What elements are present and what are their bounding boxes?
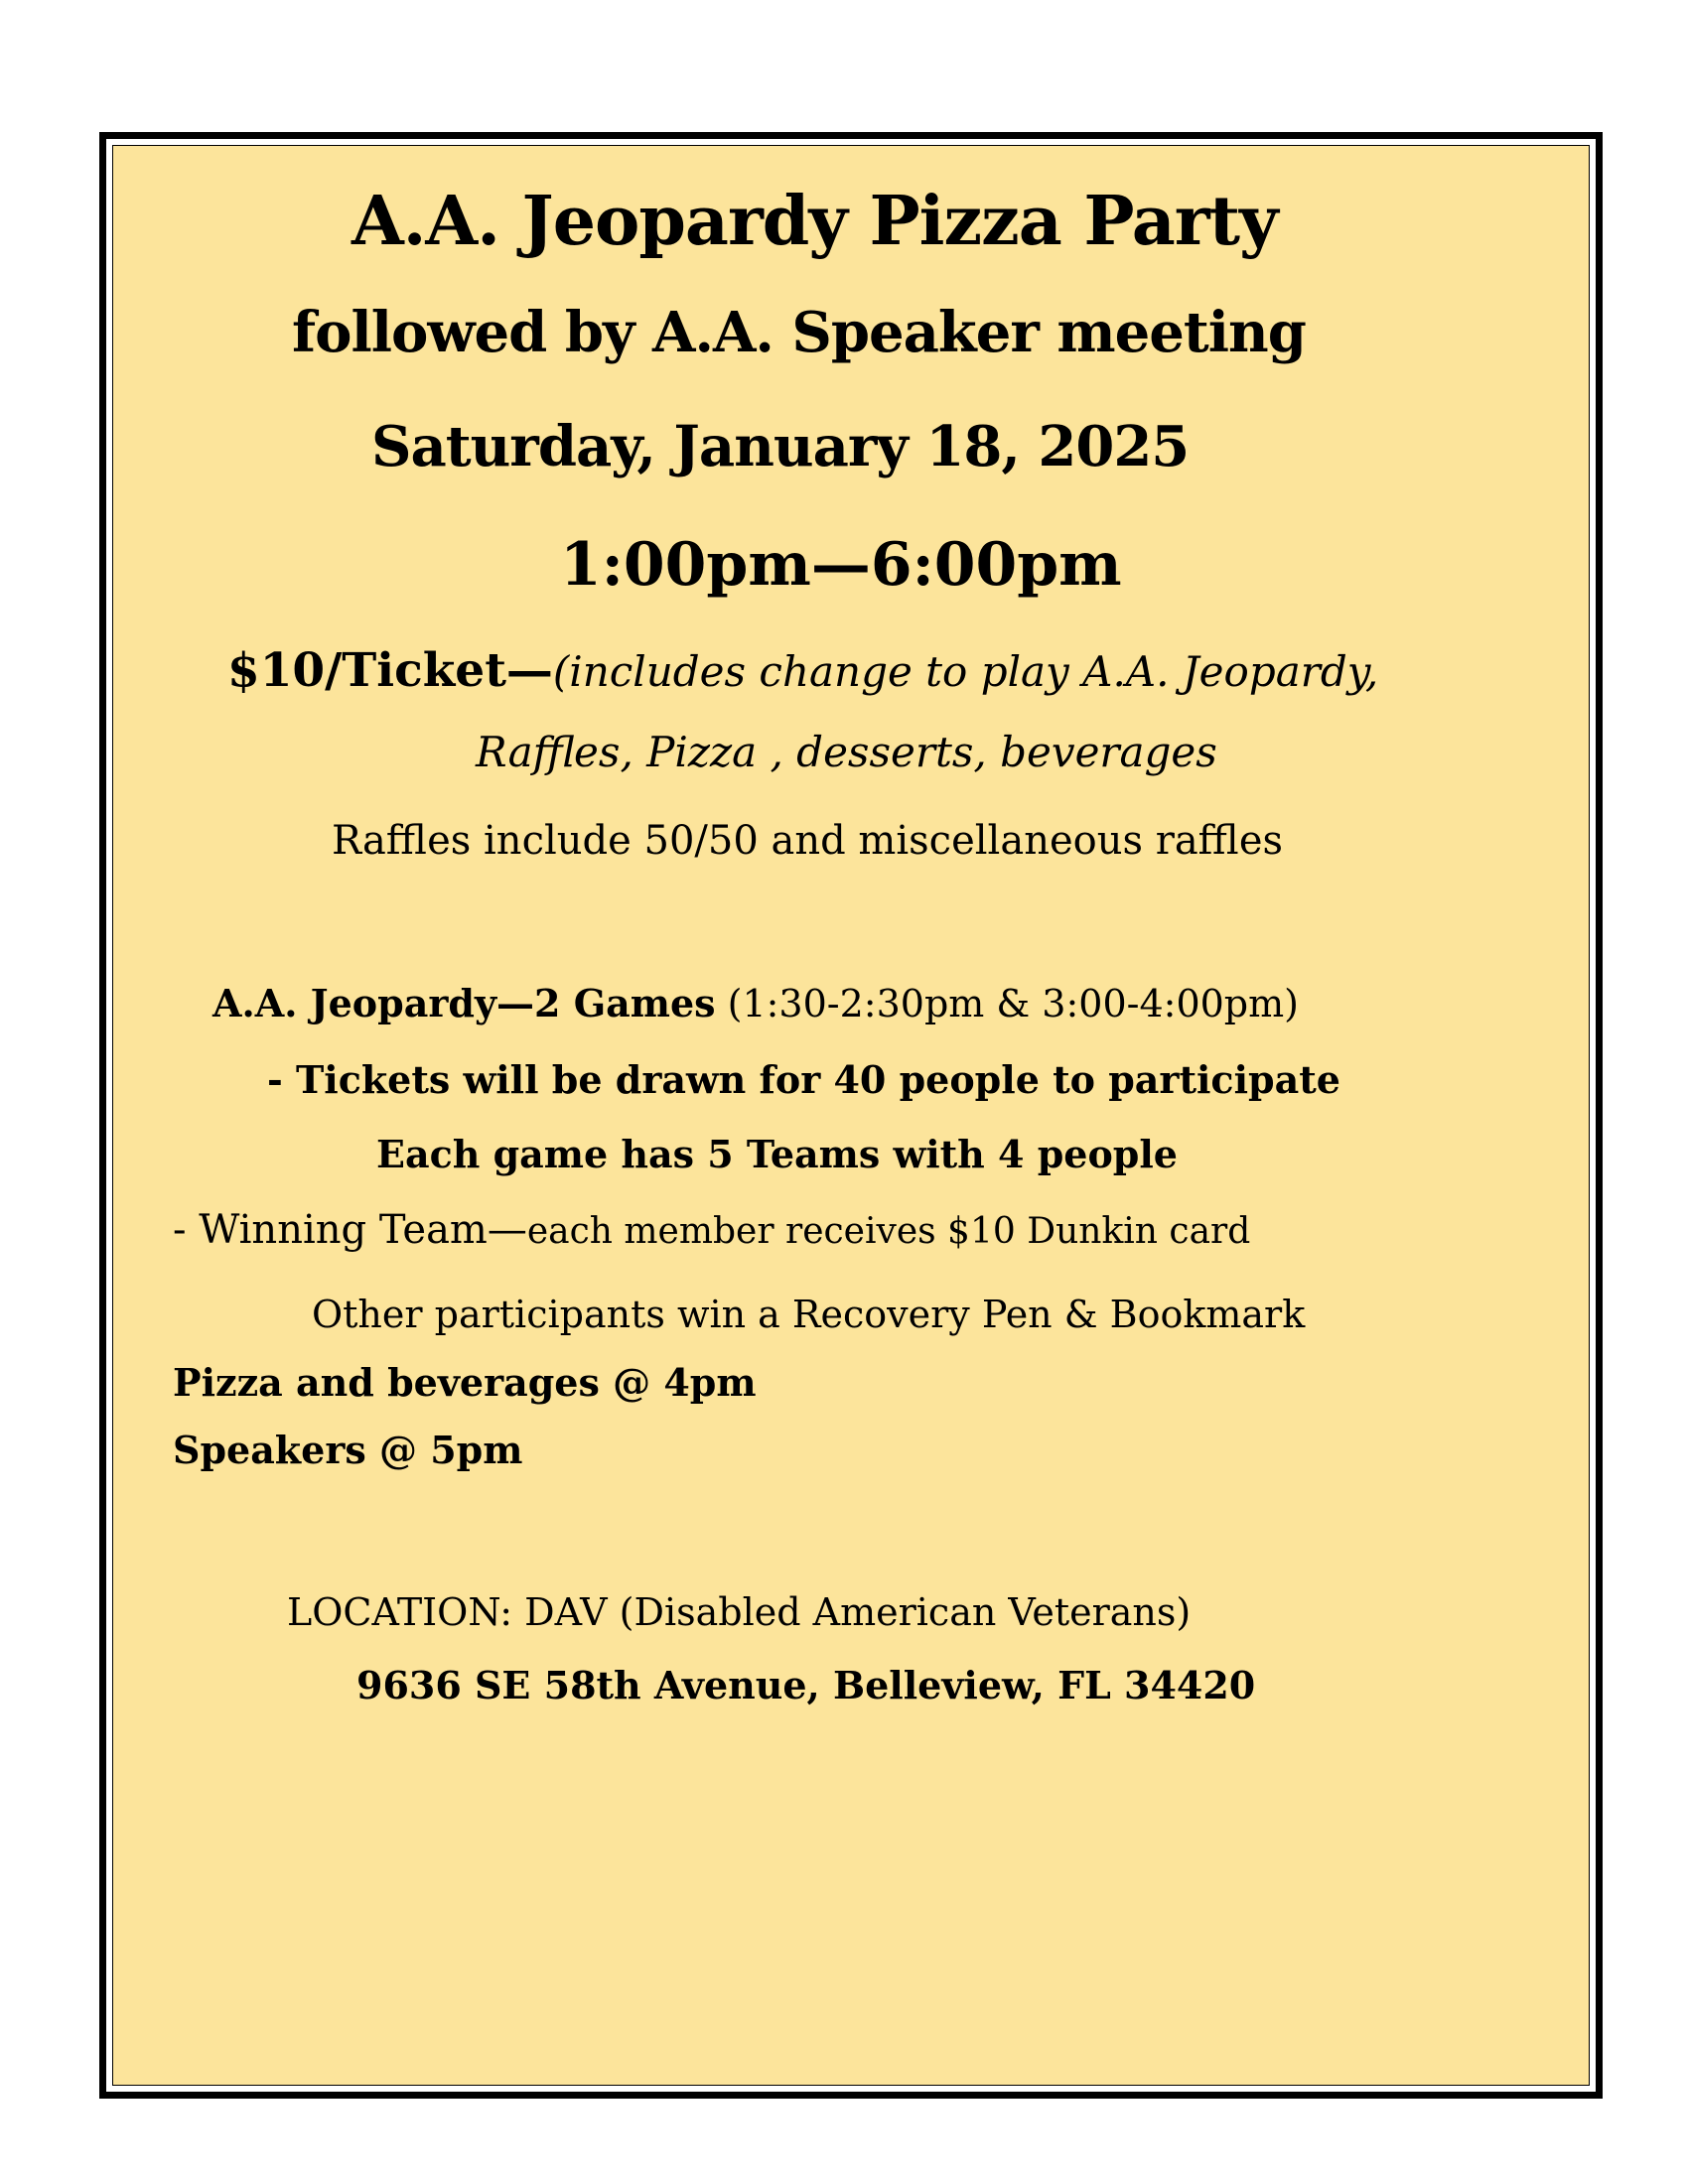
- location-address: 9636 SE 58th Avenue, Belleview, FL 34420: [356, 1663, 1256, 1707]
- raffles-info: Raffles include 50/50 and miscellaneous raffles: [332, 818, 1284, 864]
- speakers-time: Speakers @ 5pm: [173, 1428, 523, 1472]
- other-participants-info: Other participants win a Recovery Pen & Bookmark: [312, 1293, 1306, 1336]
- ticket-price: $10/Ticket—: [227, 643, 553, 698]
- winning-team-info: [173, 1207, 1251, 1253]
- ticket-includes-continued: Raffles, Pizza , desserts, beverages: [476, 728, 1217, 776]
- teams-info: Each game has 5 Teams with 4 people: [376, 1132, 1178, 1176]
- jeopardy-times: (1:30-2:30pm & 3:00-4:00pm): [715, 982, 1299, 1025]
- event-time: 1:00pm—6:00pm: [560, 530, 1122, 600]
- flyer-subtitle: followed by A.A. Speaker meeting: [292, 300, 1306, 365]
- ticket-includes: (includes change to play A.A. Jeopardy,: [552, 647, 1379, 696]
- event-date: Saturday, January 18, 2025: [371, 414, 1190, 479]
- pizza-time: Pizza and beverages @ 4pm: [173, 1360, 757, 1405]
- flyer-panel: [112, 145, 1590, 2086]
- flyer-outer-border: [99, 132, 1603, 2099]
- tickets-drawn-info: - Tickets will be drawn for 40 people to participate: [267, 1057, 1340, 1102]
- winning-team-label: - Winning Team—: [173, 1207, 527, 1253]
- location-name: LOCATION: DAV (Disabled American Veterans): [287, 1590, 1192, 1634]
- winning-team-prize: each member receives $10 Dunkin card: [526, 1211, 1251, 1252]
- flyer-title: A.A. Jeopardy Pizza Party: [352, 182, 1278, 261]
- jeopardy-heading: A.A. Jeopardy—2 Games: [212, 981, 716, 1025]
- ticket-info: [227, 643, 1379, 698]
- jeopardy-games: [212, 981, 1299, 1025]
